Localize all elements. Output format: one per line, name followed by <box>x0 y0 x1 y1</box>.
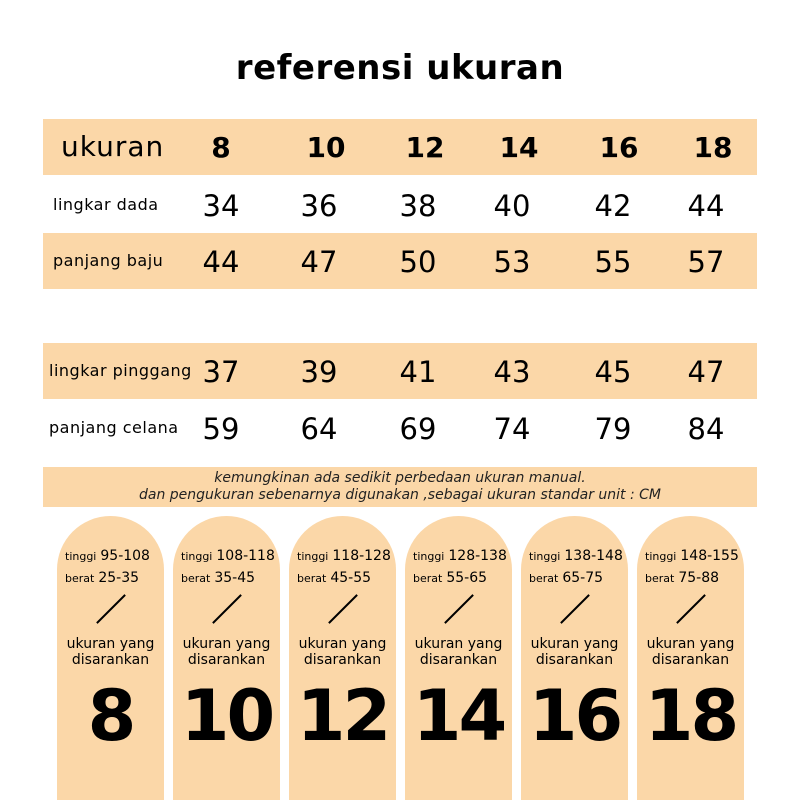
size-header-cell: 14 <box>499 131 539 164</box>
tinggi-label: tinggi <box>65 550 97 563</box>
table-cell: 40 <box>493 189 531 223</box>
size-header-cell: 18 <box>693 131 733 164</box>
tinggi-line <box>65 548 150 564</box>
table-cell: 47 <box>687 355 725 389</box>
row-label: panjang baju <box>53 251 164 270</box>
berat-label: berat <box>297 572 327 585</box>
tinggi-value: 138-148 <box>564 548 623 564</box>
berat-value: 25-35 <box>98 570 140 586</box>
table-cell: 44 <box>687 189 725 223</box>
table-cell: 79 <box>594 412 632 446</box>
table-cell: 53 <box>493 245 531 279</box>
berat-value: 35-45 <box>214 570 256 586</box>
size-header-label: ukuran <box>61 130 165 163</box>
size-header-cell: 12 <box>405 131 445 164</box>
recommended-size: 14 <box>412 675 505 757</box>
table-cell: 42 <box>594 189 632 223</box>
table-cell: 69 <box>399 412 437 446</box>
tinggi-value: 95-108 <box>100 548 150 564</box>
size-recommendation-card <box>405 516 512 800</box>
recommend-label: disarankan <box>419 652 498 668</box>
tinggi-label: tinggi <box>529 550 561 563</box>
slash-divider <box>676 594 706 624</box>
slash-divider <box>560 594 590 624</box>
tinggi-value: 128-138 <box>448 548 507 564</box>
recommend-label: disarankan <box>651 652 730 668</box>
size-header-cell: 16 <box>599 131 639 164</box>
measurement-note <box>43 467 757 507</box>
slash-divider <box>444 594 474 624</box>
table-cell: 57 <box>687 245 725 279</box>
tinggi-line <box>529 548 623 564</box>
table-cell: 37 <box>202 355 240 389</box>
tinggi-value: 118-128 <box>332 548 391 564</box>
recommend-label: ukuran yang <box>66 636 155 652</box>
recommend-label: disarankan <box>535 652 614 668</box>
recommended-size: 8 <box>87 675 134 757</box>
table-cell: 43 <box>493 355 531 389</box>
size-recommendation-card <box>173 516 280 800</box>
tinggi-line <box>297 548 391 564</box>
berat-label: berat <box>529 572 559 585</box>
note-line: kemungkinan ada sedikit perbedaan ukuran manual. <box>214 470 586 486</box>
berat-line <box>413 570 487 586</box>
berat-line <box>65 570 139 586</box>
lingkar-pinggang-row <box>43 343 757 399</box>
table-cell: 64 <box>300 412 338 446</box>
table-cell: 84 <box>687 412 725 446</box>
table-cell: 38 <box>399 189 437 223</box>
tinggi-label: tinggi <box>181 550 213 563</box>
berat-label: berat <box>65 572 95 585</box>
berat-label: berat <box>645 572 675 585</box>
berat-line <box>529 570 603 586</box>
slash-divider <box>328 594 358 624</box>
recommend-label: ukuran yang <box>414 636 503 652</box>
recommended-size: 16 <box>528 675 621 757</box>
table-cell: 47 <box>300 245 338 279</box>
slash-divider <box>96 594 126 624</box>
size-recommendation-card <box>289 516 396 800</box>
recommend-label: ukuran yang <box>182 636 271 652</box>
lingkar-dada-row <box>43 177 757 233</box>
table-cell: 59 <box>202 412 240 446</box>
berat-line <box>645 570 719 586</box>
berat-line <box>297 570 371 586</box>
row-label: lingkar pinggang <box>49 361 192 380</box>
size-header-cell: 8 <box>211 131 231 164</box>
recommend-label: ukuran yang <box>646 636 735 652</box>
size-recommendation-card <box>521 516 628 800</box>
recommended-size: 18 <box>644 675 737 757</box>
berat-value: 75-88 <box>678 570 720 586</box>
recommended-size: 10 <box>180 675 273 757</box>
table-cell: 45 <box>594 355 632 389</box>
table-cell: 39 <box>300 355 338 389</box>
table-cell: 74 <box>493 412 531 446</box>
recommend-label: disarankan <box>71 652 150 668</box>
panjang-celana-row <box>43 400 757 456</box>
recommend-label: disarankan <box>303 652 382 668</box>
page-title: referensi ukuran <box>235 48 565 88</box>
size-header-row <box>43 119 757 175</box>
tinggi-line <box>181 548 275 564</box>
berat-value: 55-65 <box>446 570 488 586</box>
berat-value: 45-55 <box>330 570 372 586</box>
tinggi-value: 108-118 <box>216 548 275 564</box>
recommend-label: disarankan <box>187 652 266 668</box>
size-recommendation-card <box>637 516 744 800</box>
tinggi-label: tinggi <box>645 550 677 563</box>
table-cell: 41 <box>399 355 437 389</box>
table-cell: 36 <box>300 189 338 223</box>
row-label: panjang celana <box>49 418 179 437</box>
tinggi-label: tinggi <box>297 550 329 563</box>
table-cell: 44 <box>202 245 240 279</box>
table-cell: 50 <box>399 245 437 279</box>
tinggi-label: tinggi <box>413 550 445 563</box>
table-cell: 55 <box>594 245 632 279</box>
recommended-size: 12 <box>296 675 389 757</box>
note-line: dan pengukuran sebenarnya digunakan ,sebagai ukuran standar unit : CM <box>138 487 661 503</box>
recommend-label: ukuran yang <box>530 636 619 652</box>
berat-label: berat <box>413 572 443 585</box>
tinggi-line <box>413 548 507 564</box>
berat-label: berat <box>181 572 211 585</box>
panjang-baju-row <box>43 233 757 289</box>
berat-value: 65-75 <box>562 570 604 586</box>
slash-divider <box>212 594 242 624</box>
recommend-label: ukuran yang <box>298 636 387 652</box>
table-cell: 34 <box>202 189 240 223</box>
tinggi-value: 148-155 <box>680 548 739 564</box>
row-label: lingkar dada <box>53 195 159 214</box>
berat-line <box>181 570 255 586</box>
tinggi-line <box>645 548 739 564</box>
size-header-cell: 10 <box>306 131 346 164</box>
size-recommendation-card <box>57 516 164 800</box>
